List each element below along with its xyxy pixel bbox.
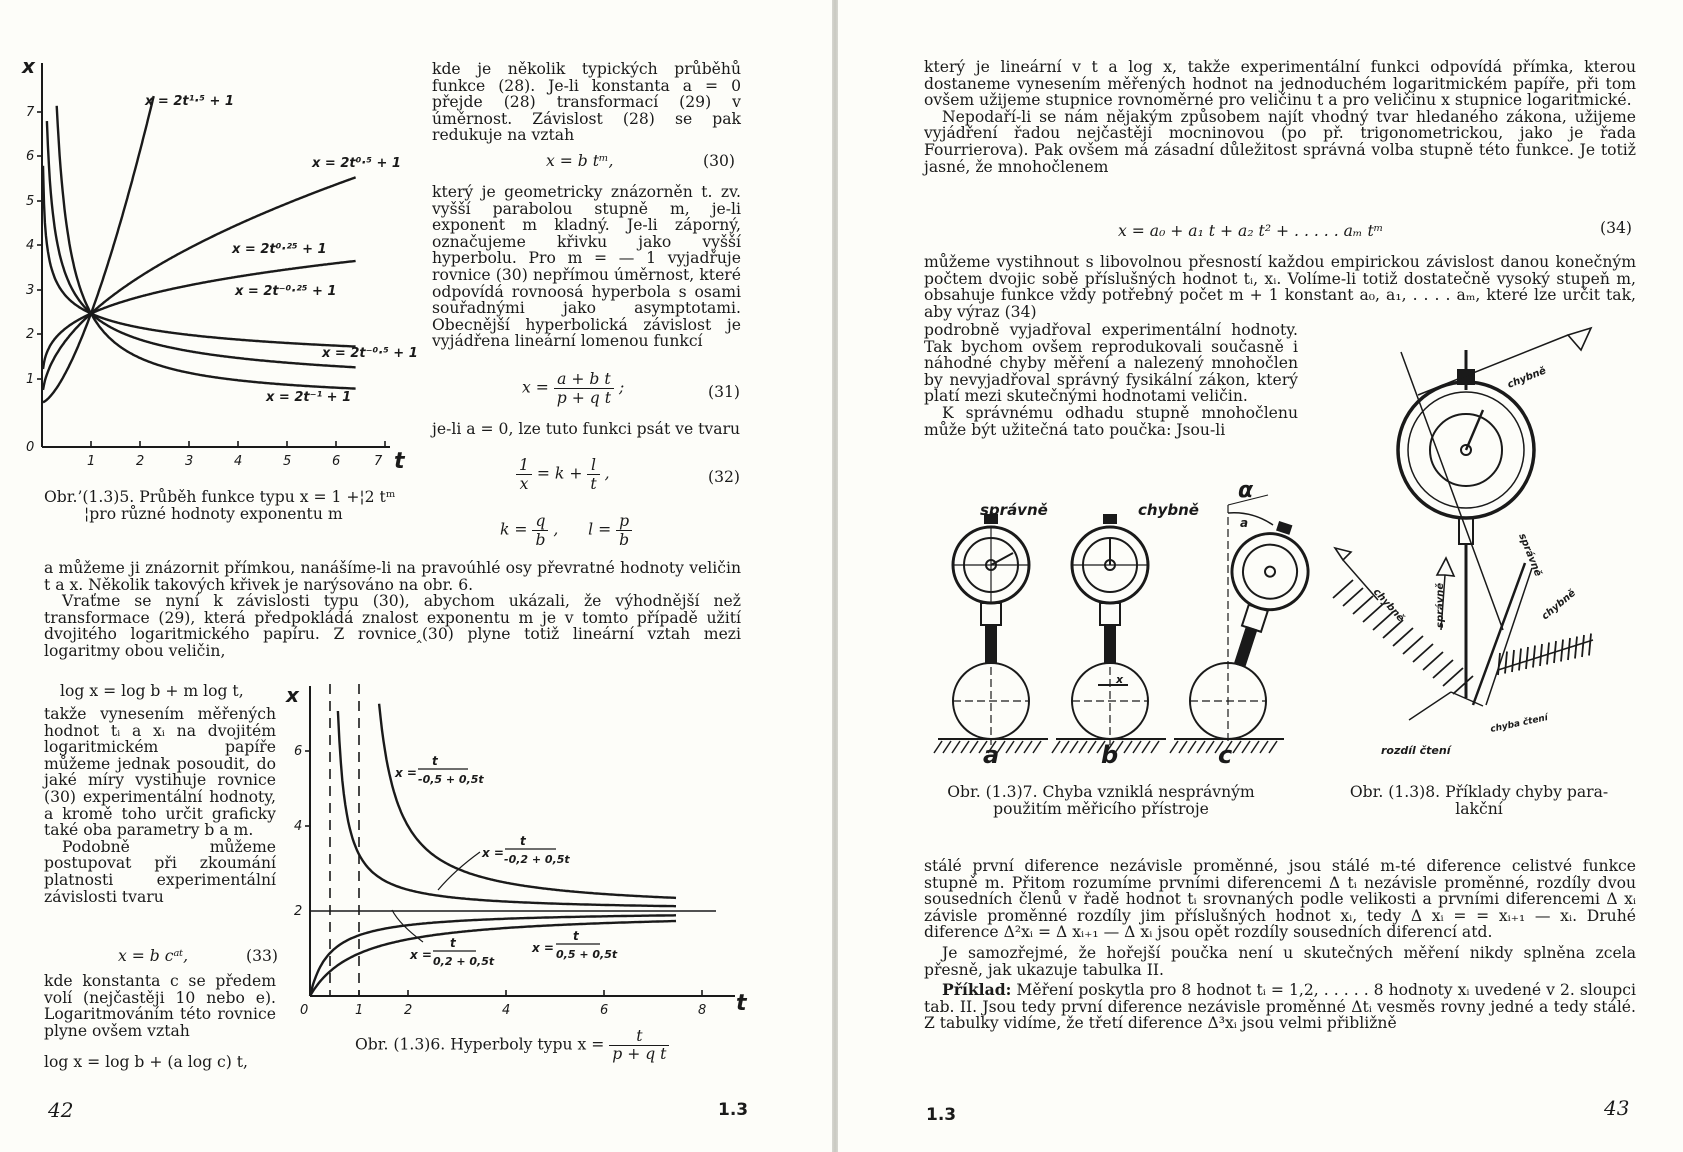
fig8-label-wrong-right: chybně	[1539, 587, 1579, 623]
fig6-ytick-4: 4	[294, 819, 303, 834]
right-text-bottom	[924, 858, 1636, 1032]
fig7-letter-b: b	[1101, 741, 1119, 769]
fig5-xtick-2: 2	[136, 454, 145, 469]
figure-8-illustration	[1323, 330, 1623, 770]
fig5-xtick-1: 1	[87, 454, 96, 469]
figure-7-caption-line-1: Obr. (1.3)7. Chyba vzniklá nesprávným	[947, 783, 1255, 801]
full-paragraph-2: Vraťme se nyní k závislosti typu (30), abychom ukázali, že výhodnější než transformace (29), která předpokládá znalost exponentu m je v tomto případě užití dvojitého logaritmického papíru. Z rovnice‸(30) plyne totiž lineární vztah mezi logaritmy obou veličin,	[44, 592, 741, 660]
eqk-l-num: p	[616, 512, 632, 531]
fig8-label-wrong-top: chybně	[1506, 365, 1548, 391]
figure-5-caption-line-2: ¦pro různé hodnoty exponentu m	[84, 505, 343, 523]
eq32-den-1: x	[519, 475, 529, 493]
fig6-xtick-1: 1	[355, 1003, 364, 1018]
figure-5-caption	[44, 489, 424, 523]
eq32-tail: ,	[604, 464, 610, 483]
right-text-top	[924, 59, 1636, 175]
left-narrow-text	[44, 706, 276, 905]
gauge-a	[953, 515, 1029, 745]
eqk-k-den: b	[535, 531, 546, 549]
svg-text:t: t	[432, 754, 438, 768]
figure-8-caption-line-1: Obr. (1.3)8. Příklady chyby para-	[1349, 783, 1609, 801]
fig5-ytick-4: 4	[26, 238, 35, 253]
example-text: Měření poskytla pro 8 hodnot tᵢ = 1,2, . . . . . 8 hodnoty xᵢ uvedené v 2. sloupci tab. II. Jsou tedy první diference nezávisle proměnné Δtᵢ vesměs rovny jedné a tedy stálé. Z tabulky vidíme, že třetí diference Δ³xᵢ jsou velmi přibližně	[924, 981, 1636, 1033]
fig7-label-correct: správně	[980, 501, 1048, 519]
fig6-ytick-6: 6	[294, 744, 303, 759]
fig7-x-mark: x	[1116, 673, 1124, 686]
narrow-paragraph-1: takže vynesením měřených hodnot tᵢ a xᵢ na dvojitém logaritmickém papíře můžeme jednak posoudit, do jaké míry vystihuje rovnice (30) experimentální hodnoty, a kromě toho určit graficky také oba parametry b a m.	[44, 705, 276, 840]
equation-32	[516, 456, 610, 493]
equation-k-l: k = $\frac{q}{b}$ , l = $\frac{p}{b}$	[500, 512, 632, 549]
fig6-caption-num: t	[609, 1028, 669, 1046]
fig6-caption-den: p + q t	[612, 1045, 667, 1063]
fig5-xtick-3: 3	[185, 454, 194, 469]
equation-31-number: (31)	[708, 383, 741, 401]
equation-34-number: (34)	[1600, 219, 1633, 237]
fig5-label-tm1: x = 2t⁻¹ + 1	[266, 390, 352, 405]
fig6-label-2	[481, 834, 570, 866]
equation-33: x = b cᵃᵗ,	[118, 947, 189, 965]
fig5-ytick-6: 6	[26, 149, 35, 164]
equation-log-2: log x = log b + (a log c) t,	[44, 1053, 249, 1071]
equation-30-number: (30)	[703, 152, 736, 170]
left-col-text-1: kde je několik typických průběhů funkce (28). Je-li konstanta a = 0 přejde (28) transformací (29) v úměrnost. Závislost (28) se pak redukuje na vztah	[432, 60, 741, 145]
figure-8-caption-line-2: lakční	[1455, 800, 1503, 818]
figure-6-caption	[355, 1028, 755, 1063]
svg-text:t: t	[450, 936, 456, 950]
right-text-narrow	[924, 322, 1298, 438]
equation-34: x = a₀ + a₁ t + a₂ t² + . . . . . aₘ tᵐ	[1118, 222, 1384, 240]
eqk-l-den: b	[619, 531, 630, 549]
figure-5-graph	[20, 55, 420, 515]
eqk-k-num: q	[532, 512, 548, 531]
equation-31	[522, 370, 624, 407]
fig6-curve-pm0-2	[338, 711, 676, 906]
svg-text:x =: x =	[410, 948, 432, 962]
figure-7-illustration	[938, 478, 1318, 769]
fig6-xtick-8: 8	[698, 1003, 707, 1018]
eq31-numerator: a + b t	[554, 370, 614, 389]
eq32-num-1: 1	[516, 456, 532, 475]
right-paragraph-5: K správnému odhadu stupně mnohočlenu může být užitečná tato poučka: Jsou-li	[924, 403, 1298, 439]
right-paragraph-6: stálé první diference nezávisle proměnné, jsou stálé m-té diference celistvé funkce stupně m. Přitom rozumíme prvními diferencemi Δ tᵢ nezávisle proměnné, rozdíly dvou sousedních členů v řadě hodnot tᵢ srovnaných podle velikosti a prvními diferencemi Δ xᵢ závisle proměnné rozdíly jim příslušných hodnot xᵢ, tedy Δ xᵢ = = xᵢ₊₁ — xᵢ. Druhé diference Δ²xᵢ = Δ xᵢ₊₁ — Δ xᵢ jsou opět rozdíly sousedních diferencí atd.	[924, 857, 1636, 942]
fig7-alpha: α	[1238, 478, 1254, 503]
eq31-lhs: x =	[522, 378, 549, 397]
svg-text:x =: x =	[395, 766, 417, 780]
eqk-k: k =	[500, 520, 528, 539]
fig8-label-reading: rozdíl čtení	[1381, 744, 1451, 757]
full-paragraph-1: a můžeme ji znázornit přímkou, nanášíme-li na pravoúhlé osy převratné hodnoty veličin t a x. Několik takových křivek je narýsováno na obr. 6.	[44, 559, 741, 594]
fig5-xtick-5: 5	[283, 454, 292, 469]
eq32-mid: = k +	[536, 464, 583, 483]
fig6-xtick-0: 0	[300, 1003, 309, 1018]
gauge-b	[1072, 515, 1148, 745]
svg-text:x =: x =	[482, 846, 504, 860]
fig6-label-1	[394, 754, 484, 786]
fig5-label-t0-25: x = 2t⁰·²⁵ + 1	[232, 242, 327, 257]
fig7-letter-c: c	[1218, 741, 1233, 769]
fig6-ytick-2: 2	[294, 904, 303, 919]
narrow-paragraph-2: Podobně můžeme postupovat při zkoumání platnosti experimentální závislosti tvaru	[44, 837, 276, 906]
eqk-l: l =	[588, 520, 612, 539]
left-narrow-text-2: kde konstanta c se předem volí (nejčastěji 10 nebo e). Logaritmováním této rovnice plyne ovšem vztah	[44, 972, 276, 1040]
eq31-tail: ;	[618, 378, 625, 397]
right-paragraph-1: který je lineární v t a log x, takže experimentální funkci odpovídá přímka, kterou dostaneme vynesením měřených hodnot na jednoduchém logaritmickém papíře, při tom ovšem užijeme stupnice rovnoměrné pro veličinu t a pro veličinu x stupnice logaritmické.	[924, 58, 1636, 110]
right-paragraph-8	[924, 982, 1636, 1032]
fig5-x-axis-label: t	[394, 449, 405, 474]
equation-33-number: (33)	[246, 947, 279, 965]
example-label: Příklad:	[942, 980, 1012, 1000]
figure-8-caption	[1324, 784, 1634, 818]
equation-30: x = b tᵐ,	[546, 152, 614, 170]
fig6-xtick-2: 2	[404, 1003, 413, 1018]
fig5-ytick-1: 1	[26, 372, 35, 387]
page-number-left: 42	[48, 1098, 74, 1122]
svg-text:x =: x =	[532, 941, 554, 955]
right-paragraph-7: Je samozřejmé, že hořejší poučka není u skutečných měření nikdy splněna zcela přesně, jak ukazuje tabulka II.	[924, 943, 1636, 979]
fig8-label-correct-low: správně	[1435, 582, 1446, 628]
fig6-xtick-4: 4	[502, 1003, 511, 1018]
fig6-label-4	[531, 929, 618, 961]
fig5-label-t0-5: x = 2t⁰·⁵ + 1	[312, 156, 401, 171]
right-paragraph-2: Nepodaří-li se nám nějakým způsobem najít vhodný tvar hledaného zákona, užijeme vyjádření řadou nejčastěji mocninovou (po př. trigonometrickou, jako je řada Fourrierova). Pak ovšem má zásadní důležitost správná volba stupně této funkce. Je totiž jasné, že mnohočlenem	[924, 107, 1636, 176]
section-mark-right: 1.3	[926, 1105, 957, 1125]
left-col-text-3: je-li a = 0, lze tuto funkci psát ve tvaru	[432, 420, 741, 438]
fig8-label-correct-mid: správně	[1516, 532, 1544, 579]
fig5-xtick-7: 7	[374, 454, 383, 469]
page-number-right: 43	[1604, 1096, 1630, 1120]
right-paragraph-3: můžeme vystihnout s libovolnou přesností každou empirickou závislost danou konečným počtem dvojic sobě příslušných hodnot tᵢ, xᵢ. Volíme-li totiž dostatečně vysoký stupeň m, obsahuje funkce vždy potřebný počet m + 1 konstant a₀, a₁, . . . . aₘ, které lze určit tak, aby výraz (34)	[924, 253, 1636, 321]
figure-5-caption-line-1: Obr.’(1.3)5. Průběh funkce typu x = 1 +¦2 tᵐ	[44, 488, 396, 506]
svg-text:-0,5 + 0,5t: -0,5 + 0,5t	[418, 773, 484, 786]
svg-text:0,5 + 0,5t: 0,5 + 0,5t	[556, 948, 618, 961]
left-col-text-2: který je geometricky znázorněn t. zv. vyšší parabolou stupně m, je-li exponent m kladný. Je-li záporný, označujeme křivku jako vyšší hyperbolu. Pro m = — 1 vyjadřuje rovnice (30) nepřímou úměrnost, které odpovídá rovnoosá hyperbola s osami souřadnými jako asymptotami. Obecnější hyperbolická závislost je vyjádřena lineární lomenou funkcí	[432, 183, 741, 351]
fig5-ytick-5: 5	[26, 194, 35, 209]
fig5-xtick-4: 4	[234, 454, 243, 469]
fig5-label-tm0-5: x = 2t⁻⁰·⁵ + 1	[322, 346, 418, 361]
svg-text:-0,2 + 0,5t: -0,2 + 0,5t	[504, 853, 570, 866]
eq31-denominator: p + q t	[556, 389, 611, 407]
fig6-xtick-6: 6	[600, 1003, 609, 1018]
fig6-curve-pm0-5	[379, 704, 676, 898]
fig5-ytick-2: 2	[26, 327, 35, 342]
fig6-x-axis-label: t	[736, 991, 747, 1016]
right-page	[838, 0, 1683, 1152]
fig7-label-wrong: chybně	[1138, 501, 1199, 519]
svg-text:0,2 + 0,5t: 0,2 + 0,5t	[433, 955, 495, 968]
left-fullwidth-text	[44, 560, 741, 660]
fig5-label-tm0-25: x = 2t⁻⁰·²⁵ + 1	[235, 284, 337, 299]
figure-6-caption-text: Obr. (1.3)6. Hyperboly typu x =	[355, 1035, 605, 1054]
svg-text:t: t	[520, 834, 526, 848]
left-page	[0, 0, 832, 1152]
fig5-ytick-7: 7	[26, 105, 35, 120]
fig7-small-a: a	[1240, 516, 1249, 530]
figure-7-caption	[926, 784, 1276, 818]
gauge-c	[1204, 512, 1322, 676]
fig5-y-axis-label: x	[22, 54, 35, 78]
fig5-label-t1-5: x = 2t¹·⁵ + 1	[145, 94, 234, 109]
equation-log: log x = log b + m log t,	[60, 682, 244, 700]
right-paragraph-4: podrobně vyjadřoval experimentální hodnoty. Tak bychom ovšem reprodukovali současně i náhodné chyby měření a nalezený mnohočlen by nevyjadřoval správný fysikální zákon, který platí mezi skutečnými hodnotami veličin.	[924, 321, 1298, 406]
section-mark-left: 1.3	[718, 1100, 749, 1120]
fig8-label-wrong-left: chybně	[1370, 586, 1407, 625]
fig5-ytick-3: 3	[26, 283, 35, 298]
figure-7-caption-line-2: použitím měřicího přístroje	[993, 800, 1209, 818]
fig6-y-axis-label: x	[286, 683, 299, 707]
fig5-ytick-0: 0	[26, 440, 35, 455]
fig8-label-reading-err: chyba čtení	[1489, 712, 1549, 735]
figure-6-graph	[280, 680, 760, 1020]
fig5-xtick-6: 6	[332, 454, 341, 469]
fig7-letter-a: a	[983, 741, 1000, 769]
equation-32-number: (32)	[708, 468, 741, 486]
svg-text:t: t	[573, 929, 579, 943]
eq32-den-2: t	[590, 475, 597, 493]
eq32-num-2: l	[587, 456, 599, 475]
